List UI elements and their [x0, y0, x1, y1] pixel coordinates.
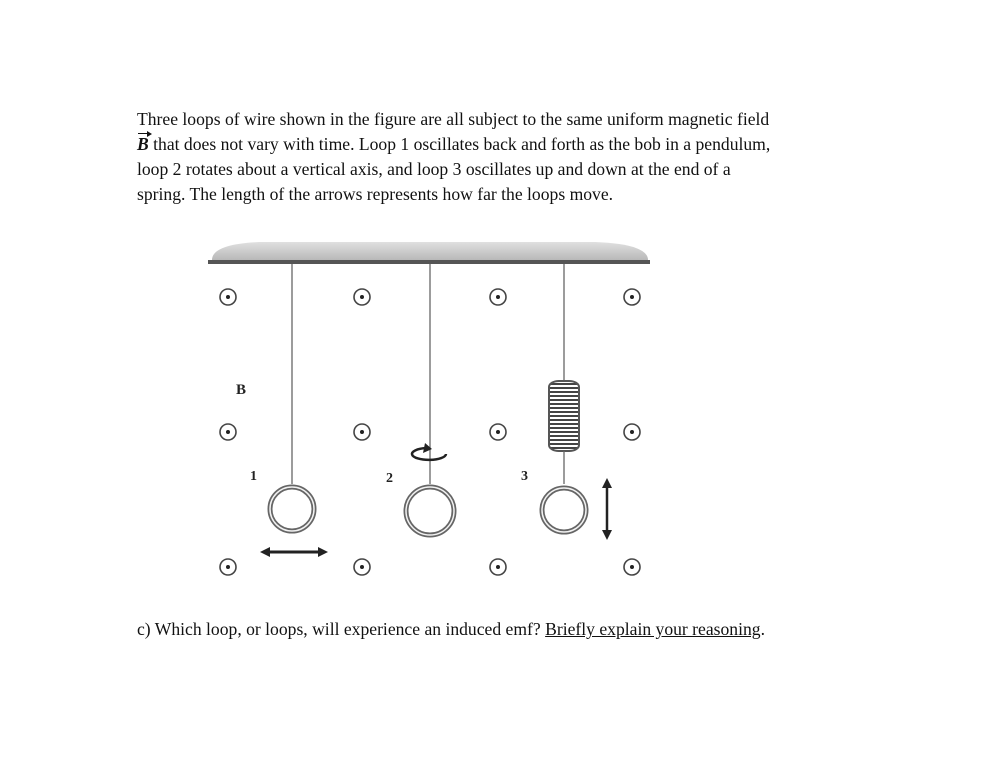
field-dot-9: [220, 559, 236, 575]
loop-2-rotating: [386, 264, 454, 535]
problem-line-2: [137, 132, 897, 157]
field-dot-2: [354, 289, 370, 305]
question-c: [137, 617, 765, 642]
question-c-text: c) Which loop, or loops, will experience an induced emf?: [137, 619, 546, 639]
loop-1-label: 1: [250, 469, 257, 484]
field-label: B: [236, 382, 247, 398]
field-dot-3: [490, 289, 506, 305]
loops-diagram: [200, 222, 670, 592]
field-vector-symbol: B: [137, 132, 149, 157]
ceiling-slab: [212, 242, 648, 260]
problem-line-4: spring. The length of the arrows represents how far the loops move.: [137, 184, 614, 204]
field-dot-10: [354, 559, 370, 575]
field-dot-1: [220, 289, 236, 305]
problem-statement: [137, 107, 897, 207]
field-dot-8: [624, 424, 640, 440]
spring-coil: [549, 381, 579, 451]
loop-1-pendulum: [250, 264, 328, 557]
field-dot-6: [354, 424, 370, 440]
field-dot-4: [624, 289, 640, 305]
field-dot-7: [490, 424, 506, 440]
problem-line-3: loop 2 rotates about a vertical axis, and loop 3 oscillates up and down at the end of a: [137, 159, 731, 179]
loop-3-spring: [521, 264, 612, 540]
loop-3-label: 3: [521, 469, 528, 484]
question-c-period: .: [760, 619, 765, 639]
field-dot-5: [220, 424, 236, 440]
problem-line-2-text: that does not vary with time. Loop 1 oscillates back and forth as the bob in a pendulum,: [148, 134, 771, 154]
problem-line-1: Three loops of wire shown in the figure are all subject to the same uniform magnetic field: [137, 109, 770, 129]
field-dot-12: [624, 559, 640, 575]
loops-figure: [200, 222, 670, 592]
ceiling: [208, 242, 650, 262]
field-dot-11: [490, 559, 506, 575]
loop-2-label: 2: [386, 471, 393, 486]
question-c-underlined: Briefly explain your reasoning: [545, 619, 761, 639]
